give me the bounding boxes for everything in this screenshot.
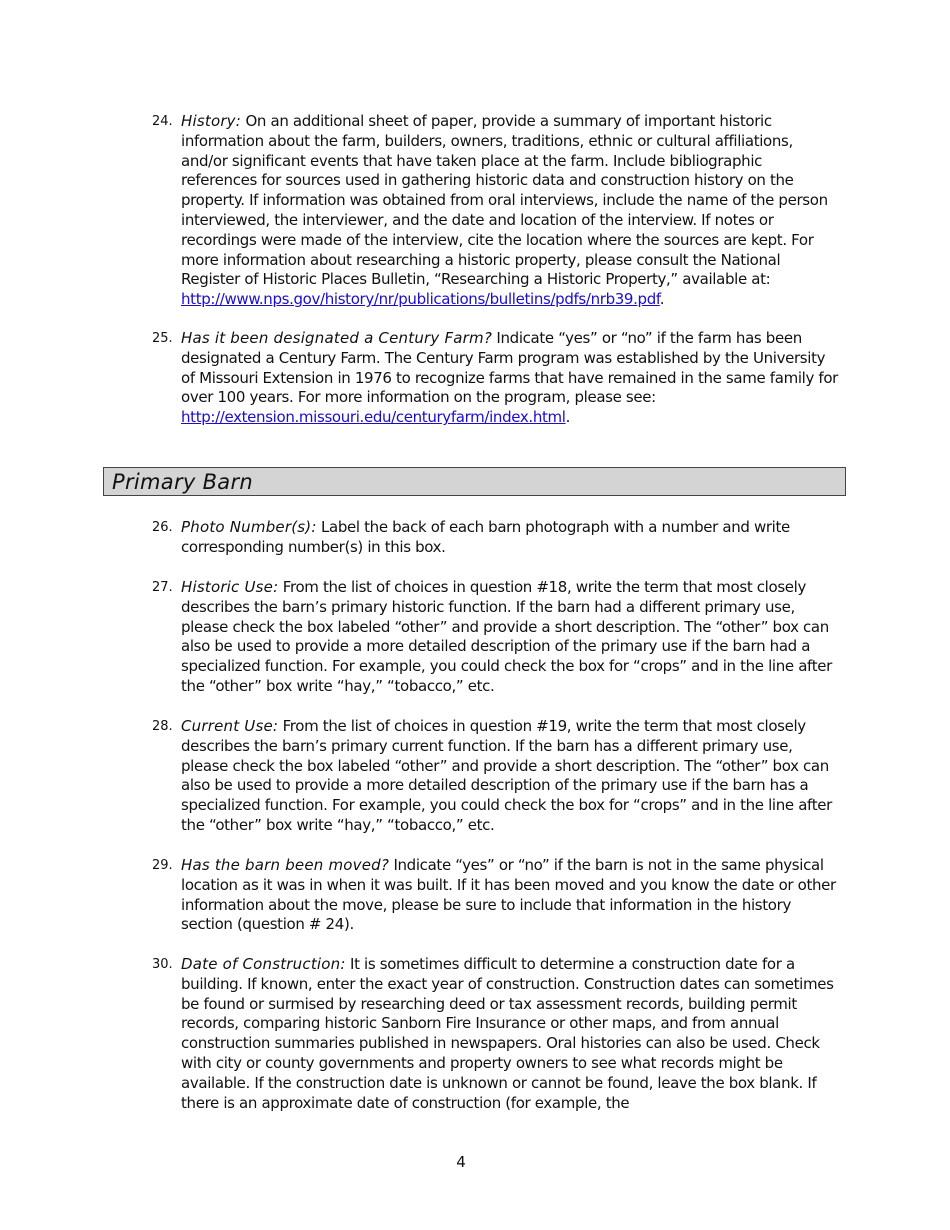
item-lead: Has it been designated a Century Farm? <box>181 329 493 347</box>
item-after: . <box>565 408 571 427</box>
item-lead: Has the barn been moved? <box>181 856 390 874</box>
list-item-29 <box>152 856 842 935</box>
item-body <box>181 955 842 1113</box>
section-heading-bar <box>103 467 846 496</box>
item-number: 24. <box>152 114 173 129</box>
item-body <box>181 518 842 558</box>
item-text: It is sometimes difficult to determine a construction date for a building. If known, enter the exact year of construction. Construction dates can sometimes be found or surmised by researching deed or tax assessment records, building permit records, comparing historic Sanborn Fire Insurance or other maps, and from annual construction summaries published in newspapers. Oral histories can also be used. Check with city or county governments and property owners to see what records might be available. If the construction date is unknown or cannot be found, leave the box blank. If there is an approximate date of construction (for example, the <box>181 955 834 1112</box>
item-text: Label the back of each barn photograph with a number and write corresponding number(s) in this box. <box>181 518 790 556</box>
list-item-27 <box>152 578 842 697</box>
item-text: From the list of choices in question #18, write the term that most closely describes the barn’s primary historic function. If the barn had a different primary use, please check the box labeled “other” and provide a short description. The “other” box can also be used to provide a more detailed description of the primary use if the barn had a specialized function. For example, you could check the box for “crops” and in the line after the “other” box write “hay,” “tobacco,” etc. <box>181 578 832 695</box>
item-text: Indicate “yes” or “no” if the farm has been designated a Century Farm. The Century Farm program was established by the University of Missouri Extension in 1976 to recognize farms that have remained in the same family for over 100 years. For more information on the program, please see: <box>181 329 838 407</box>
item-lead: Photo Number(s): <box>181 518 317 536</box>
item-body <box>181 578 842 697</box>
list-item-28 <box>152 717 842 836</box>
item-lead: Current Use: <box>181 717 279 735</box>
list-item-25 <box>152 329 842 428</box>
item-text: On an additional sheet of paper, provide a summary of important historic information about the farm, builders, owners, traditions, ethnic or cultural affiliations, and/or significant events that have taken place at the farm. Include bibliographic references for sources used in gathering historic data and construction history on the property. If information was obtained from oral interviews, include the name of the person interviewed, the interviewer, and the date and location of the interview. If notes or recordings were made of the interview, cite the location where the sources are kept. For more information about researching a historic property, please consult the National Register of Historic Places Bulletin, “Researching a Historic Property,” available at: <box>181 112 828 289</box>
list-item-24 <box>152 112 842 310</box>
item-number: 27. <box>152 580 173 595</box>
century-farm-link[interactable]: http://extension.missouri.edu/centuryfarm/index.html <box>181 408 566 427</box>
item-number: 25. <box>152 331 173 346</box>
item-body <box>181 717 842 836</box>
item-number: 26. <box>152 520 173 535</box>
item-number: 30. <box>152 957 173 972</box>
item-body <box>181 856 842 935</box>
nps-bulletin-link[interactable]: http://www.nps.gov/history/nr/publications/bulletins/pdfs/nrb39.pdf <box>181 290 660 309</box>
item-lead: History: <box>181 112 242 130</box>
item-body <box>181 329 842 428</box>
section-heading: Primary Barn <box>112 470 254 494</box>
page-number: 4 <box>456 1153 466 1171</box>
item-lead: Historic Use: <box>181 578 279 596</box>
item-text: From the list of choices in question #19, write the term that most closely describes the barn’s primary current function. If the barn has a different primary use, please check the box labeled “other” and provide a short description. The “other” box can also be used to provide a more detailed description of the primary use if the barn has a specialized function. For example, you could check the box for “crops” and in the line after the “other” box write “hay,” “tobacco,” etc. <box>181 717 832 834</box>
list-item-30 <box>152 955 842 1113</box>
item-number: 29. <box>152 858 173 873</box>
item-text: Indicate “yes” or “no” if the barn is not in the same physical location as it was in when it was built. If it has been moved and you know the date or other information about the move, please be sure to include that information in the history section (question # 24). <box>181 856 836 934</box>
item-body <box>181 112 842 310</box>
item-after: . <box>659 290 665 309</box>
item-lead: Date of Construction: <box>181 955 346 973</box>
item-number: 28. <box>152 719 173 734</box>
list-item-26 <box>152 518 842 558</box>
